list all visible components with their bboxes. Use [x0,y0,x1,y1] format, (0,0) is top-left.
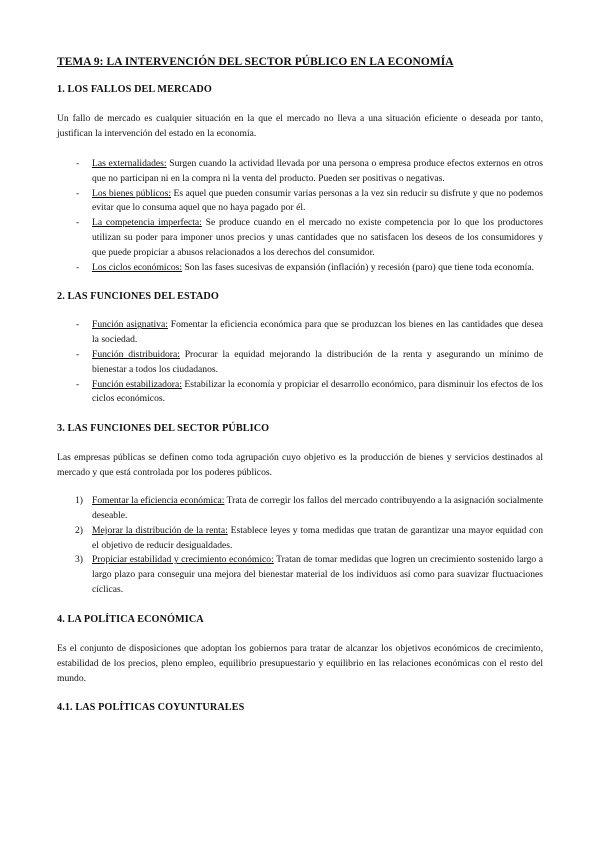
bullet-marker: - [76,378,80,390]
list-item-text: Es aquel que pueden consumir varias personas a la vez sin reducir su disfrute y que no podemos evitar que lo consuma aquel que no haya pagado por él. [92,187,543,214]
list-item-term: Los bienes públicos: [92,187,171,199]
section-3-list [57,494,543,598]
bullet-marker: - [76,187,80,199]
list-item-text: Tratan de tomar medidas que logren un crecimiento sostenido largo a largo plazo para conseguir una mejora del bienestar material de los individuos así como para suavizar fluctuaciones cíclicas. [92,554,544,595]
list-item-text: Se produce cuando en el mercado no existe competencia por lo que los productores utilizan su poder para imponer unos precios y unas cantidades que no satisfacen los deseos de los consumidores y que puede propiciar a abusos relacionados a los derechos del consumidor. [92,217,544,258]
section-3-heading: 3. LAS FUNCIONES DEL SECTOR PÚBLICO [57,423,270,435]
list-item-text: Procurar la equidad mejorando la distribución de la renta y asegurando un mínimo de bienestar a todos los ciudadanos. [92,348,543,375]
section-4-heading: 4. LA POLÍTICA ECONÓMICA [57,613,204,625]
list-item-term: Función distribuidora: [92,348,180,360]
list-item-term: Las externalidades: [92,158,167,169]
bullet-marker: - [76,217,80,229]
list-item [57,524,543,554]
list-item [57,494,543,524]
section-4-intro: Es el conjunto de disposiciones que adoptan los gobiernos para tratar de alcanzar los objetivos económicos de crecimiento, estabilidad de los precios, pleno empleo, equilibrio presupuestario y equilibrio en las relaciones económicas con el resto del mundo. [57,642,543,684]
section-2-heading: 2. LAS FUNCIONES DEL ESTADO [57,291,219,303]
document-title: TEMA 9: LA INTERVENCIÓN DEL SECTOR PÚBLICO EN LA ECONOMÍA [57,56,454,68]
list-item [57,157,543,187]
list-number: 1) [75,495,83,507]
list-item-text: Fomentar la eficiencia económica para que se produzcan los bienes en las cantidades que desea la sociedad. [92,319,543,346]
list-item [57,318,543,348]
section-1-intro: Un fallo de mercado es cualquier situación en la que el mercado no lleva a una situación eficiente o deseada por tanto, justifican la intervención del estado en la economía. [57,113,543,139]
list-item-term: Mejorar la distribución de la renta: [92,524,228,536]
list-item [57,378,543,408]
list-item-term: Fomentar la eficiencia económica: [92,495,225,507]
list-item-term: Los ciclos económicos: [92,261,183,273]
list-item [57,261,543,276]
section-1-list [57,157,543,275]
list-item-text: Trata de corregir los fallos del mercado contribuyendo a la asignación socialmente deseable. [92,495,544,521]
section-3-intro: Las empresas públicas se definen como toda agrupación cuyo objetivo es la producción de bienes y servicios destinados al mercado y que está controlada por los poderes públicos. [57,452,543,479]
bullet-marker: - [76,348,80,360]
list-item [57,187,543,217]
section-2-list [57,318,543,407]
list-item-term: Función asignativa: [92,319,168,331]
list-number: 2) [75,524,83,536]
list-item-text: Surgen cuando la actividad llevada por una persona o empresa produce efectos externos en otros que no participan ni en la compra ni la venta del producto. Pueden ser positivas o negativas. [92,158,544,184]
list-number: 3) [75,554,83,566]
list-item-text: Establece leyes y toma medidas que tratan de garantizar una mayor equidad con el objetivo de reducir desigualdades. [92,524,543,551]
list-item [57,348,543,378]
list-item [57,216,543,260]
list-item-term: Función estabilizadora: [92,378,182,390]
bullet-marker: - [76,261,80,273]
bullet-marker: - [76,158,80,169]
list-item-term: La competencia imperfecta: [92,217,202,229]
bullet-marker: - [76,319,80,331]
section-4-1-heading: 4.1. LAS POLÍTICAS COYUNTURALES [57,701,245,713]
list-item-term: Propiciar estabilidad y crecimiento económico: [92,554,274,566]
section-1-heading: 1. LOS FALLOS DEL MERCADO [57,84,212,95]
list-item [57,553,543,597]
list-item-text: Estabilizar la economía y propiciar el desarrollo económico, para disminuir los efectos de los ciclos económicos. [92,378,543,405]
list-item-text: Son las fases sucesivas de expansión (inflación) y recesión (paro) que tiene toda economía. [182,261,534,273]
